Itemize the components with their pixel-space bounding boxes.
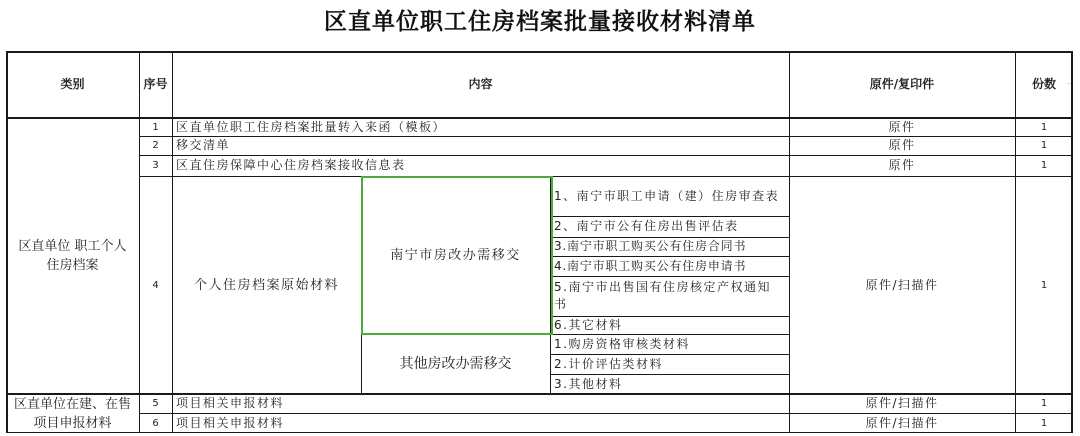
table-border — [789, 51, 790, 433]
table-border — [6, 393, 1073, 395]
table-border — [1015, 51, 1016, 433]
table-border — [139, 413, 1073, 414]
category-personal-housing-files — [6, 118, 139, 394]
copies-cell: 1 — [1040, 398, 1048, 409]
table-border — [139, 155, 1073, 156]
sub-item: 1、南宁市职工申请（建）住房审查表 — [554, 188, 780, 203]
table-border — [139, 136, 1073, 137]
table-border — [6, 51, 1073, 53]
original-cell: 原件/扫描件 — [865, 396, 939, 410]
table-border — [550, 256, 789, 257]
document-title: 区直单位职工住房档案批量接收材料清单 — [324, 9, 756, 35]
original-cell: 原件/扫描件 — [865, 277, 939, 292]
table-border — [361, 334, 789, 335]
category-label: 区直单位在建、在售项目申报材料 — [13, 396, 131, 431]
header-copies: 份数 — [1031, 77, 1056, 91]
sub-item: 3.其他材料 — [554, 376, 623, 391]
header-category: 类别 — [60, 77, 85, 91]
copies-cell: 1 — [1040, 279, 1048, 291]
category-project-materials — [6, 394, 139, 433]
seq-cell: 3 — [152, 160, 159, 171]
seq-cell: 4 — [152, 279, 159, 291]
seq-cell: 1 — [152, 121, 159, 133]
table-border — [550, 354, 789, 355]
table-border — [361, 176, 362, 394]
seq-cell: 2 — [152, 140, 159, 151]
table-border — [550, 216, 789, 217]
content-cell: 区直单位职工住房档案批量转入来函（模板） — [176, 119, 447, 134]
table-border — [550, 276, 789, 277]
table-border — [550, 176, 551, 394]
material-list-table — [6, 51, 1073, 433]
original-cell: 原件 — [888, 119, 916, 134]
seq-cell: 6 — [152, 417, 159, 429]
original-cell: 原件 — [888, 138, 916, 152]
sub-group-other-housing-office: 其他房改办需移交 — [399, 355, 512, 372]
content-cell: 项目相关申报材料 — [176, 396, 285, 410]
seq-cell: 5 — [152, 398, 159, 409]
table-border — [139, 176, 1073, 177]
content-cell: 区直住房保障中心住房档案接收信息表 — [176, 158, 406, 172]
table-border — [172, 51, 173, 433]
sub-item: 4.南宁市职工购买公有住房申请书 — [554, 258, 747, 273]
table-border — [550, 374, 789, 375]
sub-item: 5.南宁市出售国有住房核定产权通知书 — [554, 280, 771, 311]
sub-item: 2、南宁市公有住房出售评估表 — [554, 219, 739, 233]
table-border — [6, 117, 1073, 119]
table-border — [6, 51, 8, 433]
sub-item: 3.南宁市职工购买公有住房合同书 — [554, 239, 747, 253]
copies-cell: 1 — [1040, 140, 1048, 151]
sub-item: 1.购房资格审核类材料 — [554, 336, 690, 351]
content-cell: 移交清单 — [176, 138, 231, 152]
sub-item: 2.计价评估类材料 — [554, 356, 663, 371]
table-border — [550, 316, 789, 317]
copies-cell: 1 — [1040, 121, 1048, 133]
sub-item: 6.其它材料 — [554, 317, 623, 332]
sub-group-nanning-housing-office: 南宁市房改办需移交 — [390, 247, 521, 263]
original-cell: 原件 — [888, 158, 916, 172]
table-border — [6, 432, 1073, 433]
copies-cell: 1 — [1040, 417, 1048, 429]
table-border — [550, 237, 789, 238]
category-label: 区直单位 职工个人住房档案 — [18, 239, 127, 273]
table-border — [139, 51, 140, 433]
copies-cell: 1 — [1040, 160, 1048, 171]
header-original-copy: 原件/复印件 — [869, 77, 935, 91]
content-cell: 项目相关申报材料 — [176, 415, 285, 430]
original-cell: 原件/扫描件 — [865, 415, 939, 430]
content-cell-original-materials: 个人住房档案原始材料 — [193, 277, 339, 293]
table-border — [1071, 51, 1073, 433]
header-seq: 序号 — [143, 77, 168, 91]
header-content: 内容 — [468, 77, 493, 91]
